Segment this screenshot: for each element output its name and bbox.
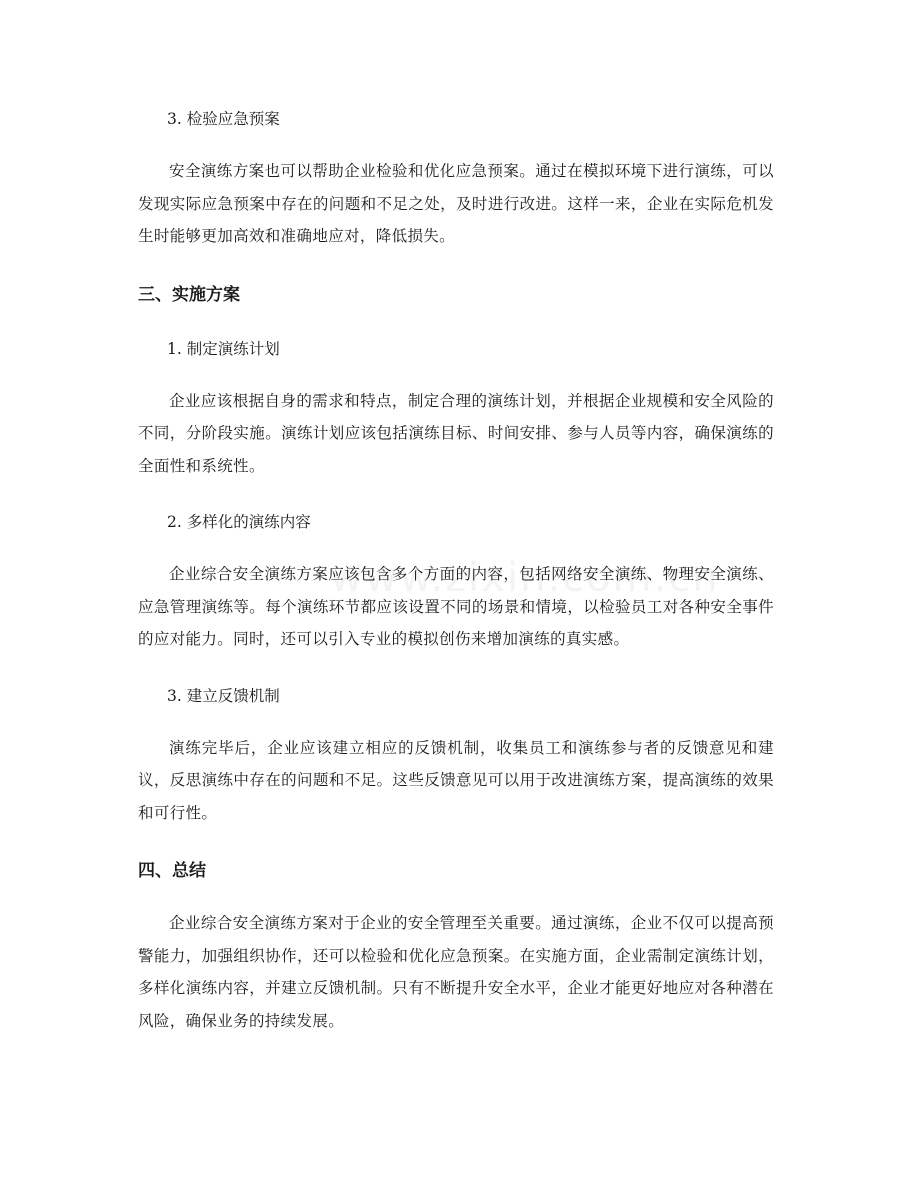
paragraph-make-drill-plan: 企业应该根据自身的需求和特点，制定合理的演练计划，并根据企业规模和安全风险的不同，分阶段实施。演练计划应该包括演练目标、时间安排、参与人员等内容，确保演练的全面性和系统性。	[138, 391, 774, 475]
paragraph-diverse-drill-content: 企业综合安全演练方案应该包含多个方面的内容，包括网络安全演练、物理安全演练、应急管理演练等。每个演练环节都应该设置不同的场景和情境，以检验员工对各种安全事件的应对能力。同时，还可以引入专业的模拟创伤来增加演练的真实感。	[138, 565, 774, 648]
subheading-feedback-mechanism: 3. 建立反馈机制	[167, 686, 280, 705]
paragraph-verify-emergency-plan: 安全演练方案也可以帮助企业检验和优化应急预案。通过在模拟环境下进行演练，可以发现实际应急预案中存在的问题和不足之处，及时进行改进。这样一来，企业在实际危机发生时能够更加高效和准确地应对，降低损失。	[138, 162, 774, 245]
paragraph-feedback-mechanism: 演练完毕后，企业应该建立相应的反馈机制，收集员工和演练参与者的反馈意见和建议，反思演练中存在的问题和不足。这些反馈意见可以用于改进演练方案，提高演练的效果和可行性。	[138, 738, 774, 822]
subheading-make-drill-plan: 1. 制定演练计划	[167, 339, 280, 358]
section-heading-summary: 四、总结	[138, 861, 206, 881]
subheading-diverse-drill-content: 2. 多样化的演练内容	[167, 513, 311, 531]
section-heading-implementation: 三、实施方案	[138, 284, 240, 305]
paragraph-summary: 企业综合安全演练方案对于企业的安全管理至关重要。通过演练，企业不仅可以提高预警能力，加强组织协作，还可以检验和优化应急预案。在实施方面，企业需制定演练计划，多样化演练内容，并建立反馈机制。只有不断提升安全水平，企业才能更好地应对各种潜在风险，确保业务的持续发展。	[138, 914, 774, 1030]
subheading-verify-emergency-plan: 3. 检验应急预案	[167, 110, 280, 128]
